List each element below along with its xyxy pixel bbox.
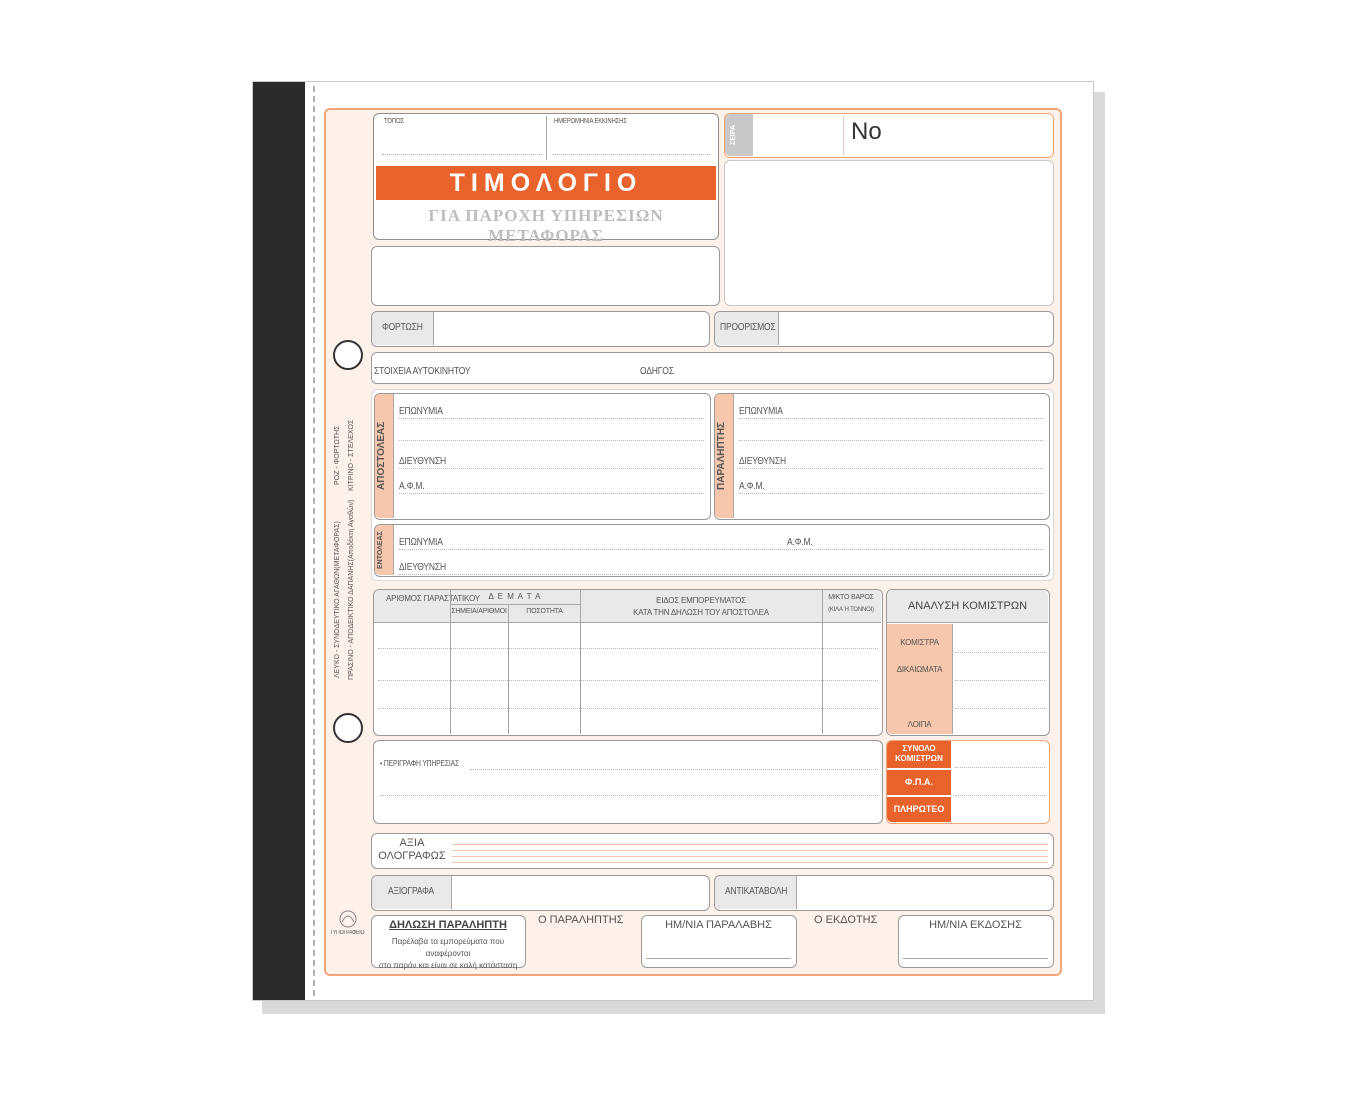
sender-address-label: ΔΙΕΥΘΥΝΣΗ [399, 456, 446, 467]
receiver-name-label: ΕΠΩΝΥΜΙΑ [739, 406, 783, 417]
title-block [373, 113, 719, 245]
book-spine [253, 82, 305, 1000]
series-label: ΣΕΙΡΑ [730, 124, 737, 146]
receiver-vat-label: Α.Φ.Μ. [739, 481, 765, 492]
invoice-number-label: No [851, 118, 882, 145]
destination-label: ΠΡΟΟΡΙΣΜΟΣ [720, 322, 776, 333]
declaration-text-line1: Παρέλαβα τα εμπορεύματα που αναφέρονται [391, 937, 505, 958]
client-side-label: ΕΝΤΟΛΕΑΣ [377, 531, 384, 569]
goods-table[interactable] [373, 589, 883, 736]
marks-header: ΣΗΜΕΙΑ/ΑΡΙΘΜΟΙ [451, 608, 507, 615]
issue-date-field[interactable] [898, 915, 1054, 968]
margin-text-b: ΠΡΑΣΙΝΟ - ΑΠΟΔΕΙΚΤΙΚΟ ΔΑΠΑΝΗΣ(Αποδέκτη Αγαθών) [348, 499, 355, 680]
total-fare-label-line2: ΚΟΜΙΣΤΡΩΝ [895, 754, 943, 763]
receiver-declaration-box [371, 915, 526, 968]
receiver-address-label: ΔΙΕΥΘΥΝΣΗ [739, 456, 786, 467]
cod-label: ΑΝΤΙΚΑΤΑΒΟΛΗ [725, 886, 788, 897]
copy-distribution-note [334, 400, 368, 680]
margin-text-a2: ΡΟΖ - ΦΟΡΤΩΤΗΣ [334, 425, 341, 485]
receipt-date-field[interactable] [641, 915, 797, 968]
securities-field[interactable] [371, 875, 710, 911]
sender-side-label: ΑΠΟΣΤΟΛΕΑΣ [376, 421, 387, 491]
fees-label: ΔΙΚΑΙΩΜΑΤΑ [896, 665, 943, 674]
fare-analysis-box[interactable] [886, 589, 1050, 736]
sender-box[interactable] [374, 393, 711, 520]
invoice-subtitle: ΓΙΑ ΠΑΡΟΧΗ ΥΠΗΡΕΣΙΩΝ ΜΕΤΑΦΟΡΑΣ [428, 206, 664, 245]
goods-type-subheader: ΚΑΤΑ ΤΗΝ ΔΗΛΩΣΗ ΤΟΥ ΑΠΟΣΤΟΛΕΑ [633, 608, 769, 617]
fare-label: ΚΟΜΙΣΤΡΑ [900, 638, 939, 647]
service-description-label: • ΠΕΡΙΓΡΑΦΗ ΥΠΗΡΕΣΙΑΣ [380, 759, 460, 768]
destination-field[interactable] [714, 311, 1054, 347]
client-box[interactable] [374, 524, 1050, 577]
customer-box[interactable] [724, 160, 1054, 306]
amount-words-label [372, 837, 452, 863]
client-address-label: ΔΙΕΥΘΥΝΣΗ [399, 562, 446, 573]
parcels-header: Δ Ε Μ Α Τ Α [488, 592, 542, 601]
securities-label: ΑΞΙΟΓΡΑΦΑ [388, 886, 434, 897]
margin-text-a: ΛΕΥΚΟ - ΣΥΝΟΔΕΥΤΙΚΟ ΑΓΑΘΩΝ(ΜΕΤΑΦΟΡΑΣ) [334, 521, 341, 679]
goods-type-header: ΕΙΔΟΣ ΕΜΠΟΡΕΥΜΑΤΟΣ [656, 596, 746, 605]
declaration-title: ΔΗΛΩΣΗ ΠΑΡΑΛΗΠΤΗ [389, 919, 507, 931]
issuer-signature-label: Ο ΕΚΔΟΤΗΣ [814, 914, 878, 926]
declaration-text-line2: στο παρόν και είναι σε καλή κατάσταση [378, 961, 518, 970]
binder-hole-bottom [333, 713, 363, 743]
margin-text-b2: ΚΙΤΡΙΝΟ - ΣΤΕΛΕΧΟΣ [348, 419, 355, 491]
invoice-title: ΤΙΜΟΛΟΓΙΟ [376, 166, 716, 200]
totals-box[interactable] [886, 740, 1050, 824]
amount-words-label-line2: ΟΛΟΓΡΑΦΩΣ [378, 850, 446, 862]
loading-label: ΦΟΡΤΩΣΗ [382, 322, 423, 333]
weight-header: ΜΙΚΤΟ ΒΑΡΟΣ [828, 594, 874, 601]
cash-on-delivery-field[interactable] [714, 875, 1054, 911]
vat-label: Φ.Π.Α. [887, 770, 951, 795]
client-name-label: ΕΠΩΝΥΜΙΑ [399, 537, 443, 548]
receiver-box[interactable] [714, 393, 1050, 520]
issue-date-label: ΗΜ/ΝΙΑ ΕΚΔΟΣΗΣ [929, 919, 1022, 931]
receiver-side-label: ΠΑΡΑΛΗΠΤΗΣ [716, 421, 727, 491]
publisher-name: ΤΥΠΟΓΡΑΦΕΙΟ [330, 930, 365, 936]
binder-hole-top [333, 340, 363, 370]
driver-label: ΟΔΗΓΟΣ [640, 366, 674, 377]
service-description-box[interactable] [373, 740, 883, 824]
amount-in-words-field[interactable] [371, 833, 1054, 869]
client-vat-label: Α.Φ.Μ. [787, 537, 813, 548]
other-charges-label: ΛΟΙΠΑ [907, 720, 932, 729]
doc-number-header: ΑΡΙΘΜΟΣ ΠΑΡΑΣΤΑΤΙΚΟΥ [386, 594, 480, 603]
receipt-date-label: ΗΜ/ΝΙΑ ΠΑΡΑΛΑΒΗΣ [665, 919, 772, 931]
loading-field[interactable] [371, 311, 710, 347]
start-date-label: ΗΜΕΡΟΜΗΝΙΑ ΕΚΚΙΝΗΣΗΣ [554, 118, 627, 125]
total-fare-label [887, 741, 951, 768]
perforation-line [313, 86, 315, 996]
payable-label: ΠΛΗΡΩΤΕΟ [887, 797, 951, 822]
vehicle-driver-field[interactable] [371, 352, 1054, 384]
quantity-header: ΠΟΣΟΤΗΤΑ [526, 608, 563, 615]
publisher-logo-icon [330, 908, 366, 930]
declaration-text [372, 936, 524, 972]
weight-subheader: (ΚΙΛΑ Ή ΤΟΝΝΟΙ) [828, 607, 874, 613]
amount-words-label-line1: ΑΞΙΑ [399, 837, 425, 849]
series-number-box [724, 113, 1054, 158]
place-label: ΤΟΠΟΣ [384, 118, 404, 125]
sender-vat-label: Α.Φ.Μ. [399, 481, 425, 492]
sender-name-label: ΕΠΩΝΥΜΙΑ [399, 406, 443, 417]
publisher-logo [330, 908, 366, 942]
receiver-signature-label: Ο ΠΑΡΑΛΗΠΤΗΣ [538, 914, 624, 926]
vehicle-label: ΣΤΟΙΧΕΙΑ ΑΥΤΟΚΙΝΗΤΟΥ [374, 366, 471, 377]
total-fare-label-line1: ΣΥΝΟΛΟ [902, 744, 936, 753]
fare-analysis-title: ΑΝΑΛΥΣΗ ΚΟΜΙΣΤΡΩΝ [907, 600, 1028, 612]
issuer-details-box[interactable] [371, 246, 720, 306]
